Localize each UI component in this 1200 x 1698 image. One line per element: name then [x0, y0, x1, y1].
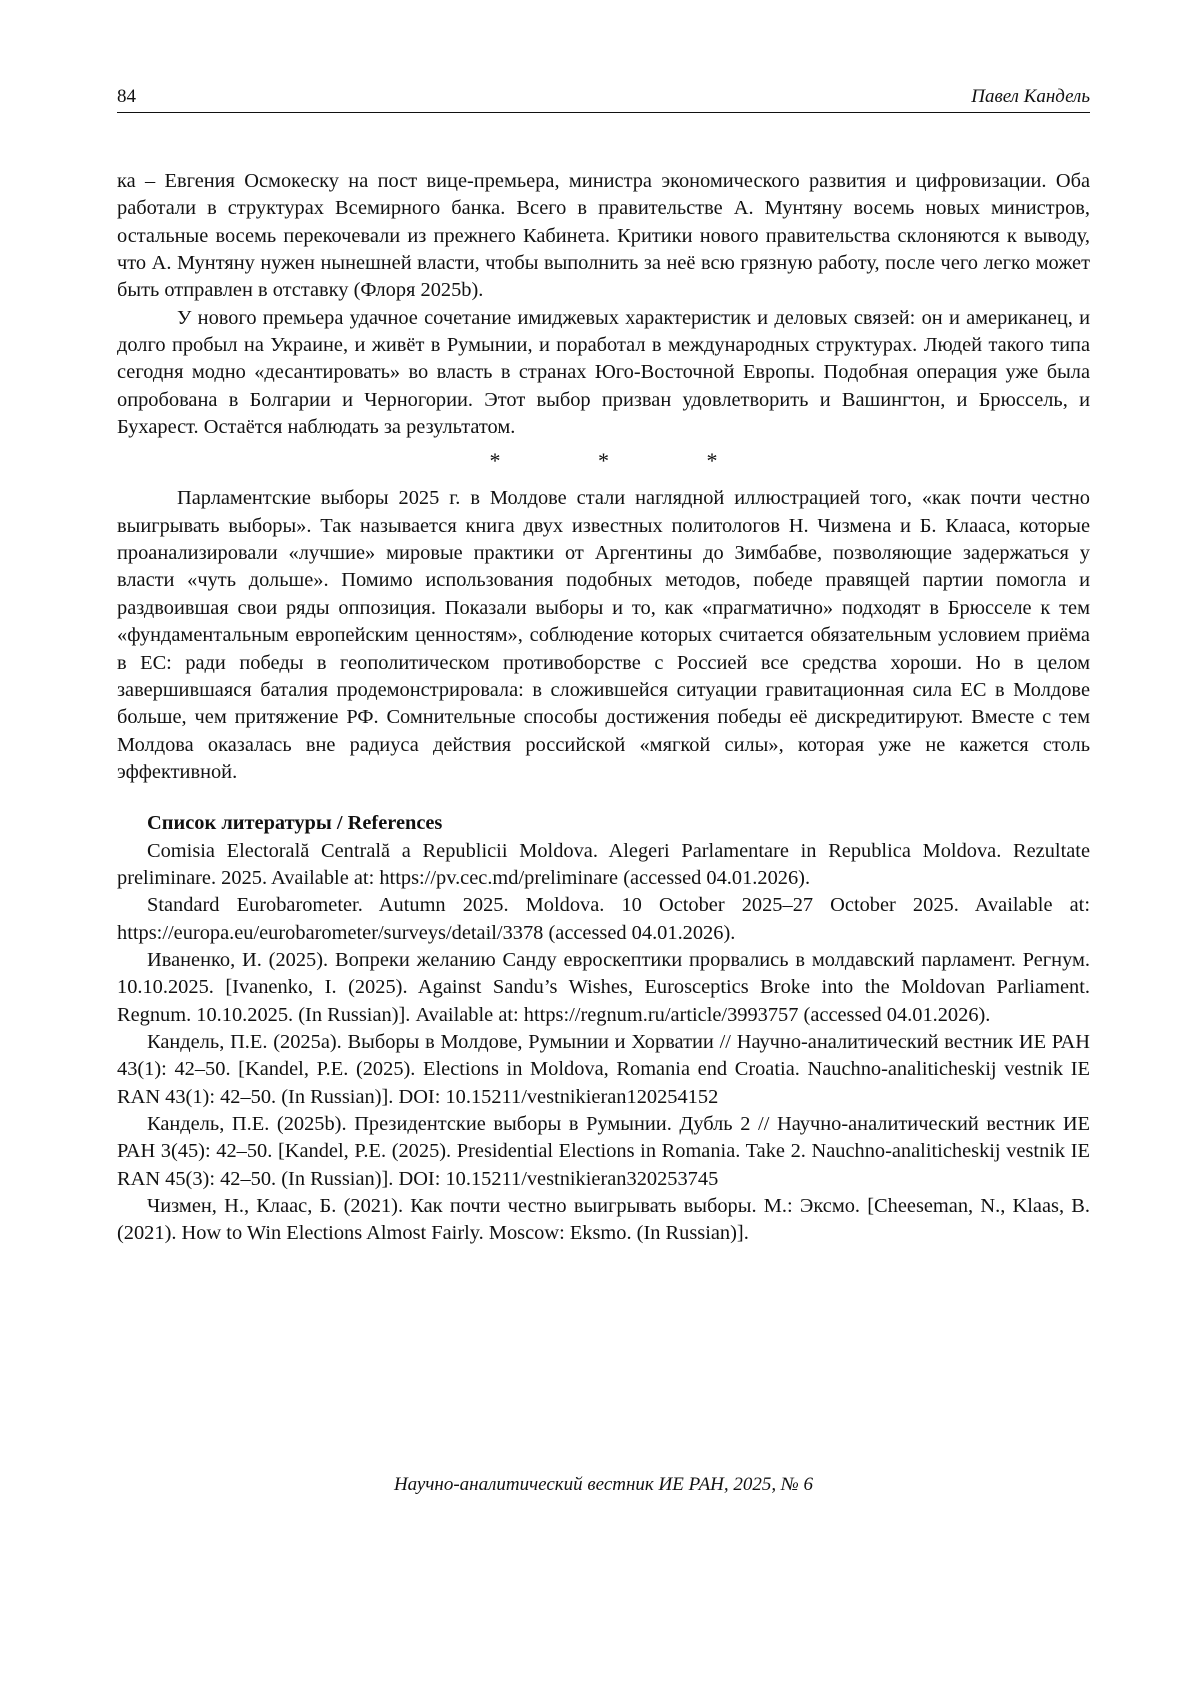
running-footer-journal: Научно-аналитический вестник ИЕ РАН, 2025, № 6	[393, 1474, 814, 1495]
reference-item: Кандель, П.Е. (2025a). Выборы в Молдове, Румынии и Хорватии // Научно-аналитический вестник ИЕ РАН 43(1): 42–50. [Kandel, P.E. (2025). Elections in Moldova, Romania end Croatia. Nauchno-analiticheskij vestnik IE RAN 43(1): 42–50. (In Russian)]. DOI: 10.15211/vestnikieran120254152	[117, 1030, 1090, 1108]
article-body	[117, 168, 1090, 1248]
section-separator: * * *	[489, 448, 764, 474]
reference-item: Standard Eurobarometer. Autumn 2025. Moldova. 10 October 2025–27 October 2025. Available at: https://europa.eu/eurobarometer/surveys/detail/3378 (accessed 04.01.2026).	[117, 894, 1090, 944]
paragraph: У нового премьера удачное сочетание имиджевых характеристик и деловых связей: он и американец, и долго пробыл на Украине, и живёт в Румынии, и поработал в международных структурах. Людей такого типа сегодня модно «десантировать» во власть в странах Юго-Восточной Европы. Подобная операция уже была опробована в Болгарии и Черногории. Этот выбор призван удовлетворить и Вашингтон, и Брюссель, и Бухарест. Остаётся наблюдать за результатом.	[117, 306, 1090, 439]
reference-item: Comisia Electorală Centrală a Republicii Moldova. Alegeri Parlamentare in Republica Moldova. Rezultate preliminare. 2025. Available at: https://pv.cec.md/preliminare (accessed 04.01.2026).	[117, 839, 1090, 889]
running-header	[117, 86, 1090, 113]
page-number: 84	[117, 86, 136, 107]
reference-item: Иваненко, И. (2025). Вопреки желанию Санду евроскептики прорвались в молдавский парламент. Регнум. 10.10.2025. [Ivanenko, I. (2025). Against Sandu’s Wishes, Eurosceptics Broke into the Moldovan Parliament. Regnum. 10.10.2025. (In Russian)]. Available at: https://regnum.ru/article/3993757 (accessed 04.01.2026).	[117, 948, 1090, 1026]
page	[117, 0, 1090, 1698]
paragraph: Парламентские выборы 2025 г. в Молдове стали наглядной иллюстрацией того, «как почти честно выигрывать выборы». Так называется книга двух известных политологов Н. Чизмена и Б. Клааса, которые проанализировали «лучшие» мировые практики от Аргентины до Зимбабве, позволяющие задержаться у власти «чуть дольше». Помимо использования подобных методов, победе правящей партии помогла и раздвоившая свои ряды оппозиция. Показали выборы и то, как «прагматично» подходят в Брюсселе к тем «фундаментальным европейским ценностям», соблюдение которых считается обязательным условием приёма в ЕС: ради победы в геополитическом противоборстве с Россией все средства хороши. Но в целом завершившаяся баталия продемонстрировала: в сложившейся ситуации гравитационная сила ЕС в Молдове больше, чем притяжение РФ. Сомнительные способы достижения победы её дискредитируют. Вместе с тем Молдова оказалась вне радиуса действия российской «мягкой силы», которая уже не кажется столь эффективной.	[117, 487, 1090, 783]
running-header-author: Павел Кандель	[971, 86, 1090, 107]
reference-item: Кандель, П.Е. (2025b). Президентские выборы в Румынии. Дубль 2 // Научно-аналитический вестник ИЕ РАН 3(45): 42–50. [Kandel, P.E. (2025). Presidential Elections in Romania. Take 2. Nauchno-analiticheskij vestnik IE RAN 45(3): 42–50. (In Russian)]. DOI: 10.15211/vestnikieran320253745	[117, 1113, 1090, 1190]
reference-item: Чизмен, Н., Клаас, Б. (2021). Как почти честно выигрывать выборы. М.: Эксмо. [Cheeseman, N., Klaas, B. (2021). How to Win Elections Almost Fairly. Moscow: Eksmo. (In Russian)].	[117, 1195, 1090, 1245]
paragraph: ка – Евгения Осмокеску на пост вице-премьера, министра экономического развития и цифровизации. Оба работали в структурах Всемирного банка. Всего в правительстве А. Мунтяну восемь новых министров, остальные восемь перекочевали из прежнего Кабинета. Критики нового правительства склоняются к выводу, что А. Мунтяну нужен нынешней власти, чтобы выполнить за неё всю грязную работу, после чего легко может быть отправлен в отставку (Флоря 2025b).	[117, 170, 1090, 302]
references-heading: Список литературы / References	[147, 812, 443, 835]
